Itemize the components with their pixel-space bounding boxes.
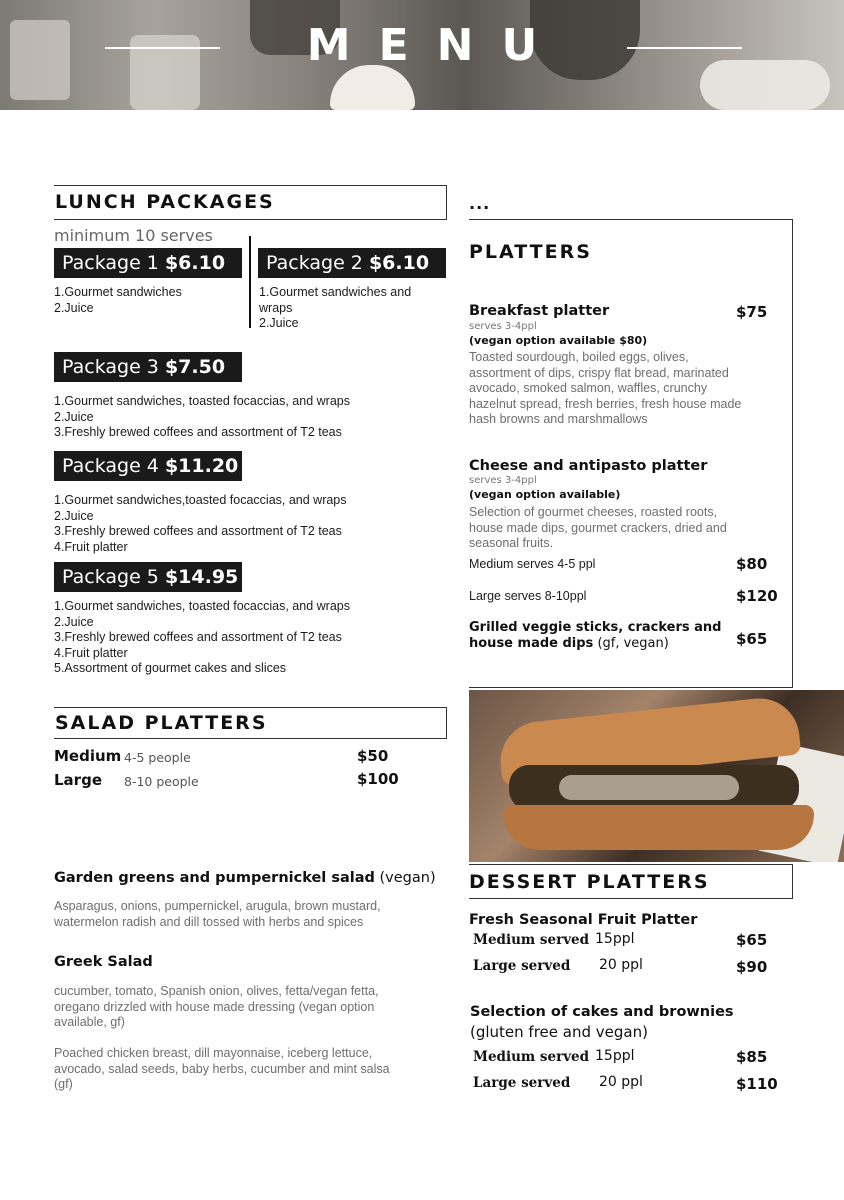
salad-heading: SALAD PLATTERS [55, 712, 268, 734]
package-2-badge: Package 2 $6.10 [258, 248, 446, 278]
salad-size-medium-price: $50 [357, 747, 389, 765]
salad-item-garden: Garden greens and pumpernickel salad (vegan) [54, 870, 436, 886]
lunch-heading: LUNCH PACKAGES [55, 191, 275, 213]
cakes-row-large-label: Large served [473, 1075, 571, 1091]
menu-title: MENU [306, 20, 566, 71]
package-4-badge: Package 4 $11.20 [54, 451, 242, 481]
cheese-option-large-price: $120 [736, 587, 778, 605]
package-4-items: 1.Gourmet sandwiches,toasted focaccias, and wraps 2.Juice 3.Freshly brewed coffees and assortment of T2 teas 4.Fruit platter [54, 493, 347, 554]
cakes-row-large-price: $110 [736, 1075, 778, 1093]
platters-dots: ... [469, 194, 491, 213]
fruit-row-medium-price: $65 [736, 931, 768, 949]
breakfast-platter-price: $75 [736, 303, 768, 321]
cheese-platter-vegan: (vegan option available) [469, 488, 621, 501]
salad-item-greek-desc: cucumber, tomato, Spanish onion, olives, fetta/vegan fetta, oregano drizzled with house made dressing (vegan option available, gf) [54, 984, 379, 1029]
salad-size-large-price: $100 [357, 770, 399, 788]
cakes-row-large-qty: 20 ppl [599, 1074, 643, 1090]
cakes-row-medium-price: $85 [736, 1048, 768, 1066]
package-3-badge: Package 3 $7.50 [54, 352, 242, 382]
breakfast-platter-serves: serves 3-4ppl [469, 321, 537, 332]
salad-item-chicken-desc: Poached chicken breast, dill mayonnaise, iceberg lettuce, avocado, salad seeds, baby herbs, cucumber and mint salsa (gf) [54, 1046, 390, 1091]
salad-item-garden-desc: Asparagus, onions, pumpernickel, arugula, brown mustard, watermelon radish and dill tossed with herbs and spices [54, 899, 381, 929]
fruit-row-large-price: $90 [736, 958, 768, 976]
fruit-row-large-qty: 20 ppl [599, 957, 643, 973]
salad-item-greek: Greek Salad [54, 954, 153, 970]
dessert-heading: DESSERT PLATTERS [469, 871, 710, 893]
package-divider [249, 236, 251, 328]
sandwich-photo [469, 690, 844, 862]
lunch-subtitle: minimum 10 serves [54, 226, 213, 245]
cheese-platter-serves: serves 3-4ppl [469, 475, 537, 486]
coffee-cup-shape [330, 65, 415, 110]
salad-size-medium-label: Medium [54, 747, 122, 765]
breakfast-platter-vegan: (vegan option available $80) [469, 334, 648, 347]
package-3-items: 1.Gourmet sandwiches, toasted focaccias, and wraps 2.Juice 3.Freshly brewed coffees and assortment of T2 teas [54, 394, 350, 439]
cheese-shape [559, 775, 739, 800]
cakes-platter-subtitle: (gluten free and vegan) [470, 1023, 648, 1041]
cheese-platter-desc: Selection of gourmet cheeses, roasted roots, house made dips, gourmet crackers, dried and seasonal fruits. [469, 505, 727, 550]
breakfast-platter-title: Breakfast platter [469, 303, 610, 319]
salad-size-large-label: Large [54, 771, 102, 789]
package-5-items: 1.Gourmet sandwiches, toasted focaccias, and wraps 2.Juice 3.Freshly brewed coffees and assortment of T2 teas 4.Fruit platter 5.Assortment of gourmet cakes and slices [54, 599, 350, 675]
veggie-sticks-item: Grilled veggie sticks, crackers and house made dips (gf, vegan) [469, 620, 722, 651]
cheese-option-medium-price: $80 [736, 555, 768, 573]
cheese-option-medium: Medium serves 4-5 ppl [469, 557, 596, 571]
salad-size-medium-people: 4-5 people [124, 750, 191, 765]
package-5-badge: Package 5 $14.95 [54, 562, 242, 592]
cakes-row-medium-qty: 15ppl [595, 1048, 635, 1064]
platters-box [469, 219, 793, 688]
cheese-option-large: Large serves 8-10ppl [469, 589, 587, 603]
hero-banner [0, 0, 844, 110]
fruit-row-medium-qty: 15ppl [595, 931, 635, 947]
fruit-row-large-label: Large served [473, 958, 571, 974]
package-1-badge: Package 1 $6.10 [54, 248, 242, 278]
platters-heading: PLATTERS [469, 241, 592, 263]
cakes-platter-title: Selection of cakes and brownies [470, 1004, 734, 1020]
fruit-platter-title: Fresh Seasonal Fruit Platter [469, 912, 698, 928]
package-1-items: 1.Gourmet sandwiches 2.Juice [54, 285, 182, 315]
breakfast-platter-desc: Toasted sourdough, boiled eggs, olives, assortment of dips, crispy flat bread, marinated avocado, smoked salmon, waffles, crunchy hazelnut spread, fresh berries, fresh house made hash browns and marshmallows [469, 350, 742, 426]
package-2-items: 1.Gourmet sandwiches and wraps 2.Juice [259, 285, 412, 330]
bread-bottom-shape [504, 805, 814, 850]
veggie-sticks-price: $65 [736, 630, 768, 648]
fruit-row-medium-label: Medium served [473, 932, 590, 948]
cheese-platter-title: Cheese and antipasto platter [469, 458, 708, 474]
cakes-row-medium-label: Medium served [473, 1049, 590, 1065]
salad-size-large-people: 8-10 people [124, 774, 199, 789]
